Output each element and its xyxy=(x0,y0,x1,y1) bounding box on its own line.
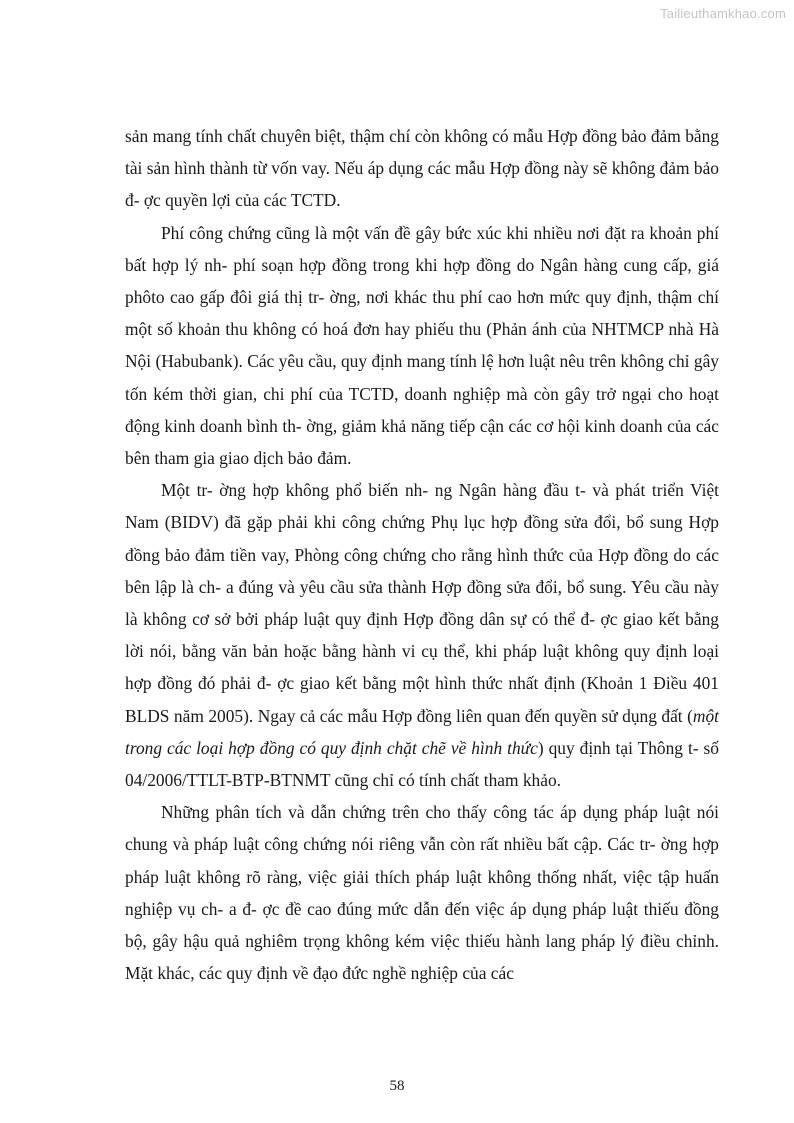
paragraph-4 xyxy=(125,796,719,989)
text-segment: Một tr- ờng hợp không phổ biến nh- ng Ngân hàng đầu t- và phát triển Việt Nam (BIDV) đã gặp phải khi công chứng Phụ lục hợp đồng sửa đổi, bổ sung Hợp đồng bảo đảm tiền vay, Phòng công chứng cho rằng hình thức của Hợp đồng do các bên lập là ch- a đúng và yêu cầu sửa thành Hợp đồng sửa đổi, bổ sung. Yêu cầu này là không cơ sở bởi pháp luật quy định Hợp đồng dân sự có thể đ- ợc giao kết bằng lời nói, bằng văn bản hoặc bằng hành vi cụ thể, khi pháp luật không quy định loại hợp đồng đó phải đ- ợc giao kết bằng một hình thức nhất định (Khoản 1 Điều 401 BLDS năm 2005). Ngay cả các mẫu Hợp đồng liên quan đến quyền sử dụng đất ( xyxy=(125,480,719,726)
page-number: 58 xyxy=(389,1078,405,1094)
text-segment: Phí công chứng cũng là một vấn đề gây bức xúc khi nhiều nơi đặt ra khoản phí bất hợp lý nh- phí soạn hợp đồng trong khi hợp đồng do Ngân hàng cung cấp, giá phôto cao gấp đôi giá thị tr- ờng, nơi khác thu phí cao hơn mức quy định, thậm chí một số khoản thu không có hoá đơn hay phiếu thu (Phản ánh của NHTMCP nhà Hà Nội (Habubank). Các yêu cầu, quy định mang tính lệ hơn luật nêu trên không chỉ gây tốn kém thời gian, chi phí của TCTD, doanh nghiệp mà còn gây trở ngại cho hoạt động kinh doanh bình th- ờng, giảm khả năng tiếp cận các cơ hội kinh doanh của các bên tham gia giao dịch bảo đảm. xyxy=(125,222,719,469)
text-segment: Những phân tích và dẫn chứng trên cho thấy công tác áp dụng pháp luật nói chung và pháp luật công chứng nói riêng vẫn còn rất nhiều bất cập. Các tr- ờng hợp pháp luật không rõ ràng, việc giải thích pháp luật không thống nhất, việc tập huấn nghiệp vụ ch- a đ- ợc đề cao đúng mức dẫn đến việc áp dụng pháp luật thiếu đồng bộ, gây hậu quả nghiêm trọng không kém việc thiếu hành lang pháp lý điều chỉnh. Mặt khác, các quy định về đạo đức nghề nghiệp của các xyxy=(125,802,719,984)
paragraph-1 xyxy=(125,120,719,217)
text-segment: ) quy định tại Thông t- số 04/2006/TTLT-BTP-BTNMT cũng chỉ có tính chất tham khảo. xyxy=(125,737,719,791)
watermark-text: Tailieuthamkhao.com xyxy=(660,6,786,21)
document-body xyxy=(125,120,719,989)
text-segment: sản mang tính chất chuyên biệt, thậm chí còn không có mẫu Hợp đồng bảo đảm bằng tài sản hình thành từ vốn vay. Nếu áp dụng các mẫu Hợp đồng này sẽ không đảm bảo đ- ợc quyền lợi của các TCTD. xyxy=(125,126,719,211)
paragraph-3 xyxy=(125,474,719,796)
italic-text-segment: một trong các loại hợp đồng có quy định chặt chẽ về hình thức xyxy=(125,705,719,758)
paragraph-2 xyxy=(125,217,719,475)
